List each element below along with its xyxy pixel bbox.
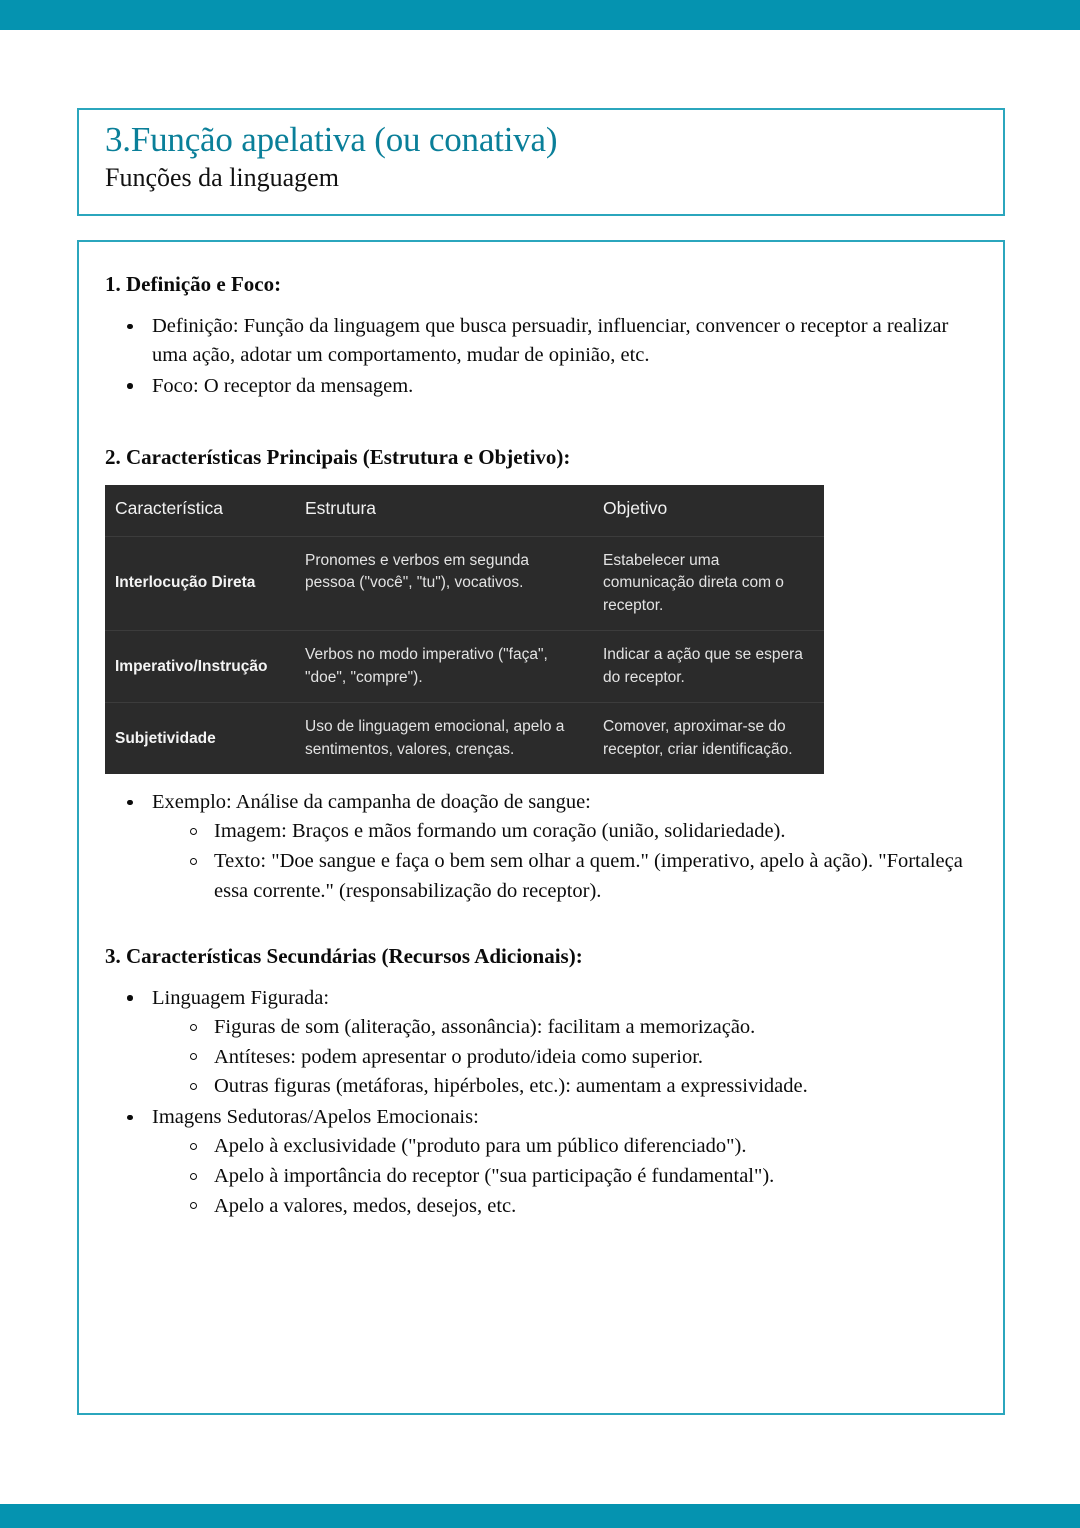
- bullet-dot-icon: [127, 324, 133, 330]
- bullet-ring-icon: [190, 1202, 197, 1209]
- list-item-text: Definição: Função da linguagem que busca persuadir, influenciar, convencer o receptor a realizar uma ação, adotar um comportamento, mudar de opinião, etc.: [152, 315, 949, 367]
- list-item-text: Apelo à exclusividade ("produto para um público diferenciado").: [214, 1135, 747, 1158]
- characteristics-table: [105, 485, 824, 774]
- section-1-bullet-list: [105, 312, 977, 400]
- list-item-text: Linguagem Figurada:: [152, 986, 330, 1009]
- list-item: [125, 372, 977, 401]
- bullet-dot-icon: [127, 1115, 133, 1121]
- top-accent-bar: [0, 0, 1080, 30]
- list-item: [188, 847, 977, 906]
- table-cell-estrutura: Verbos no modo imperativo ("faça", "doe", "compre").: [305, 646, 548, 686]
- section-1-heading: 1. Definição e Foco:: [105, 272, 282, 296]
- list-item: [188, 1013, 977, 1043]
- table-cell-objetivo: Comover, aproximar-se do receptor, criar identificação.: [603, 718, 793, 758]
- table-header-objetivo: Objetivo: [603, 498, 668, 519]
- section-3-bullet-list: [105, 984, 977, 1222]
- list-item: [188, 817, 977, 847]
- table-cell-estrutura: Pronomes e verbos em segunda pessoa ("você", "tu"), vocativos.: [305, 552, 530, 592]
- table-header-estrutura: Estrutura: [305, 498, 376, 519]
- example-sub-list: [152, 817, 977, 906]
- list-item: [188, 1162, 977, 1192]
- table-row: [105, 536, 824, 630]
- bullet-dot-icon: [127, 995, 133, 1001]
- list-item-text: Outras figuras (metáforas, hipérboles, etc.): aumentam a expressividade.: [214, 1075, 808, 1098]
- table-header-caracteristica: Característica: [115, 498, 223, 519]
- table-row: [105, 630, 824, 702]
- list-item-text: Apelo a valores, medos, desejos, etc.: [214, 1194, 517, 1217]
- list-item: [125, 788, 977, 906]
- bullet-ring-icon: [190, 1173, 197, 1180]
- table-cell-caracteristica: Subjetividade: [115, 729, 216, 747]
- bullet-dot-icon: [127, 800, 133, 806]
- page-title: 3.Função apelativa (ou conativa): [105, 120, 558, 159]
- table-cell-caracteristica: Interlocução Direta: [115, 574, 256, 592]
- imagens-sedutoras-sub-list: [152, 1132, 977, 1221]
- list-item-text: Antíteses: podem apresentar o produto/ideia como superior.: [214, 1045, 704, 1068]
- bullet-ring-icon: [190, 1053, 197, 1060]
- section-3-heading: 3. Características Secundárias (Recursos Adicionais):: [105, 943, 583, 968]
- table-cell-estrutura: Uso de linguagem emocional, apelo a sentimentos, valores, crenças.: [305, 718, 565, 758]
- section-2-heading: 2. Características Principais (Estrutura e Objetivo):: [105, 444, 571, 469]
- list-item: [125, 1103, 977, 1221]
- bullet-ring-icon: [190, 828, 197, 835]
- bullet-ring-icon: [190, 858, 197, 865]
- list-item-text: Foco: O receptor da mensagem.: [152, 374, 414, 397]
- section-2-example-list: [105, 788, 977, 906]
- table-cell-objetivo: Indicar a ação que se espera do receptor.: [603, 646, 803, 686]
- bullet-ring-icon: [190, 1024, 197, 1031]
- document-content-box: [77, 240, 1005, 1415]
- document-header-box: [77, 108, 1005, 216]
- list-item: [125, 984, 977, 1102]
- list-item-text: Apelo à importância do receptor ("sua participação é fundamental").: [214, 1165, 775, 1187]
- list-item: [125, 312, 977, 370]
- list-item: [188, 1132, 977, 1162]
- bullet-dot-icon: [127, 383, 133, 389]
- table-row: [105, 702, 824, 774]
- bullet-ring-icon: [190, 1083, 197, 1090]
- linguagem-figurada-sub-list: [152, 1013, 977, 1102]
- list-item-text: Figuras de som (aliteração, assonância): facilitam a memorização.: [214, 1016, 756, 1039]
- list-item: [188, 1192, 977, 1222]
- page-subtitle: Funções da linguagem: [105, 163, 339, 192]
- table-cell-objetivo: Estabelecer uma comunicação direta com o receptor.: [603, 552, 784, 614]
- list-item: [188, 1043, 977, 1073]
- table-header-row: [105, 485, 824, 536]
- bottom-accent-bar: [0, 1504, 1080, 1528]
- table-cell-caracteristica: Imperativo/Instrução: [115, 657, 268, 675]
- list-item-text: Imagens Sedutoras/Apelos Emocionais:: [152, 1106, 479, 1129]
- list-item-text: Imagem: Braços e mãos formando um coração (união, solidariedade).: [214, 820, 786, 843]
- list-item: [188, 1072, 977, 1102]
- list-item-text: Texto: "Doe sangue e faça o bem sem olhar a quem." (imperativo, apelo à ação). "Fortaleça essa corrente." (responsabilização do receptor).: [214, 850, 963, 902]
- list-item-text: Exemplo: Análise da campanha de doação de sangue:: [152, 791, 591, 814]
- bullet-ring-icon: [190, 1143, 197, 1150]
